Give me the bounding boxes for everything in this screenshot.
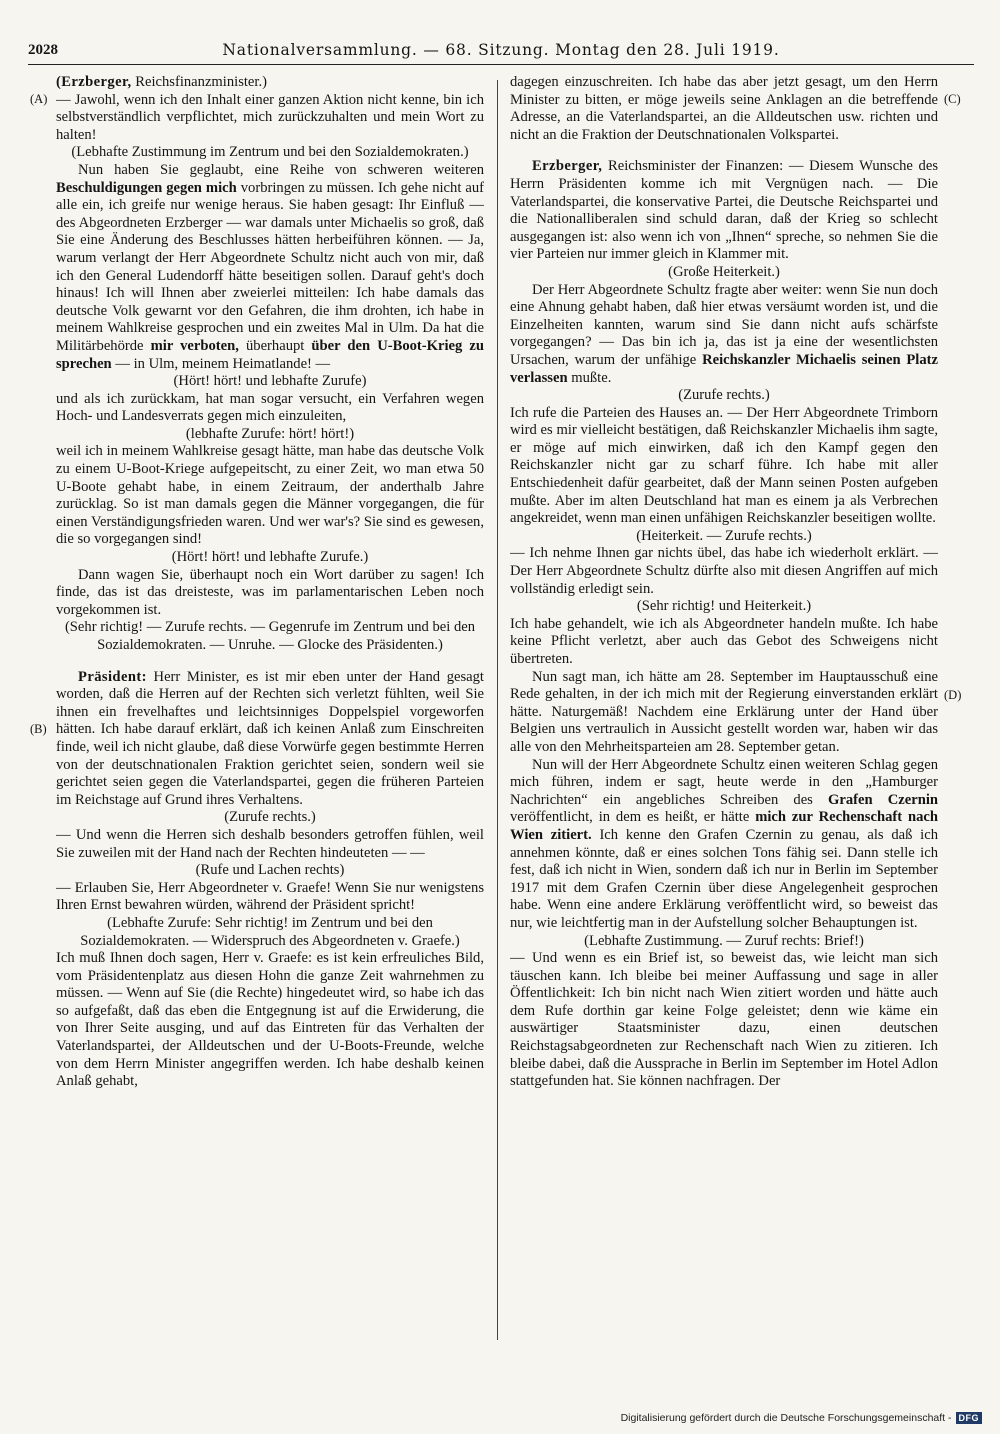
bold-text: über den U-Boot-Krieg zu sprechen bbox=[56, 337, 484, 372]
paragraph: Ich habe gehandelt, wie ich als Abgeordneter handeln mußte. Ich habe keine Pflicht verletzt, aber auch das Gebot des Schweigens nicht übertreten. bbox=[510, 615, 938, 667]
text-run: vorbringen zu müssen. Ich gehe nicht auf alle ein, ich greife nur wenige heraus. Sie haben gesagt: Ihr Einfluß — des Abgeordneten Erzberger — war damals unter Michaelis so groß, daß Sie eine Änderung des Beschlusses hätten herbeiführen können. — Ja, warum verlangt der Herr Abgeordnete Schultz nicht auch von mir, daß ich den General Ludendorff hätte beseitigen sollen. Darauf geht's doch hinaus! Ich will Ihnen aber zweierlei mitteilen: Ich habe damals das deutsche Volk gewarnt vor den Gefahren, die ihm drohten, ich habe in meinem Wahlkreise gesprochen und ein zweites Mal in Ulm. Da hat die Militärbehörde bbox=[56, 179, 484, 354]
column-divider bbox=[497, 80, 498, 1340]
interjection: (Zurufe rechts.) bbox=[678, 387, 770, 404]
paragraph: — Ich nehme Ihnen gar nichts übel, das habe ich wiederholt erklärt. — Der Herr Abgeordnete Schultz dürfte also mit diesen Angriffen auf mich vollständig erledigt sein. bbox=[510, 545, 938, 597]
bold-text: mir verboten, bbox=[150, 337, 239, 354]
speaker-name: Präsident: bbox=[78, 668, 147, 685]
speaker-name: (Erzberger, bbox=[56, 74, 132, 90]
text-run: mußte. bbox=[571, 369, 612, 386]
margin-marker-b: (B) bbox=[30, 722, 47, 736]
paragraph: Dann wagen Sie, überhaupt noch ein Wort darüber zu sagen! Ich finde, das ist das dreisteste, was im parlamentarischen Leben noch vorgekommen ist. bbox=[56, 566, 484, 618]
speaker-paragraph bbox=[510, 158, 938, 264]
speaker-line bbox=[56, 74, 484, 92]
bold-text: Reichskanzler Michaelis seinen Platz verlassen bbox=[510, 351, 938, 386]
paragraph: — Erlauben Sie, Herr Abgeordneter v. Graefe! Wenn Sie nur wenigstens Ihren Ernst bewahren würden, während der Präsident spricht! bbox=[56, 879, 484, 914]
interjection: (Lebhafte Zurufe: Sehr richtig! im Zentrum und bei den Sozialdemokraten. — Widerspruch des Abgeordneten v. Graefe.) bbox=[80, 914, 460, 949]
page-number: 2028 bbox=[28, 42, 58, 58]
paragraph: Ich muß Ihnen doch sagen, Herr v. Graefe: es ist kein erfreuliches Bild, vom Präsidentenplatz aus diesen Hohn die ganze Zeit wahrnehmen zu müssen. — Wenn auf Sie (die Rechte) hingedeutet wird, so habe ich das so aufgefaßt, daß das eben die Entgegnung ist auf die Erwiderung, die von Ihrer Seite ausging, und auf das Eintreten für das Verhalten der Vaterlandspartei, der Alldeutschen und der U-Boots-Freunde, welche von dem Herrn Minister angegriffen werden. Ich habe deshalb keinen Anlaß gehabt, bbox=[56, 950, 484, 1090]
interjection: (Große Heiterkeit.) bbox=[668, 263, 780, 280]
footer-text: Digitalisierung gefördert durch die Deutsche Forschungsgemeinschaft - bbox=[620, 1412, 952, 1424]
bold-text: mich zur Rechenschaft nach Wien zitiert. bbox=[510, 809, 938, 843]
paragraph: und als ich zurückkam, hat man sogar versucht, ein Verfahren wegen Hoch- und Landesverrats gegen mich einzuleiten, bbox=[56, 390, 484, 425]
margin-marker-c: (C) bbox=[944, 92, 961, 106]
interjection: (Lebhafte Zustimmung im Zentrum und bei den Sozialdemokraten.) bbox=[71, 144, 469, 161]
speaker-name: Erzberger, bbox=[532, 158, 603, 175]
interjection: (Hört! hört! und lebhafte Zurufe) bbox=[173, 373, 367, 390]
text-run: überhaupt bbox=[245, 337, 305, 354]
paragraph bbox=[510, 757, 938, 933]
dfg-logo: DFG bbox=[956, 1412, 983, 1424]
text-run: Der Herr Abgeordnete Schultz fragte aber weiter: wenn Sie nun doch eine Ahnung gehabt haben, daß hier etwas versäumt worden ist, und die Einzelheiten kannten, warum sind Sie dann nicht aufs schärfste vorgegangen? — Das bin ich ja, das ist ja eine der wesentlichsten Ursachen, warum der unfähige bbox=[510, 281, 938, 368]
page-header bbox=[28, 40, 974, 65]
text-run: Ich kenne den Grafen Czernin zu genau, als daß ich annehmen könnte, daß er eines solchen Tons fähig sei. Dann stelle ich fest, daß ich nicht in Wien, sondern daß ich nur in Berlin im September 1917 mit dem Grafen Czernin über diese Angelegenheit gesprochen habe. Wenn eine andere Erklärung veröffentlicht wird, so beweist das nur, wie leichtfertig man in der Aufstellung solcher Behauptungen ist. bbox=[510, 826, 938, 931]
interjection: (Heiterkeit. — Zurufe rechts.) bbox=[636, 527, 812, 544]
text-run: veröffentlicht, in dem es heißt, er hätte bbox=[510, 809, 750, 826]
running-head: Nationalversammlung. — 68. Sitzung. Montag den 28. Juli 1919. bbox=[222, 41, 780, 59]
paragraph: Nun sagt man, ich hätte am 28. September im Hauptausschuß eine Rede gehalten, in der ich mich mit der Regierung einverstanden erklärt hätte. Naturgemäß! Nachdem eine Erklärung unter der Hand über Belgien uns vertraulich in Aussicht gestellt worden war, haben wir das alle von den Mehrheitsparteien am 28. September getan. bbox=[510, 668, 938, 755]
left-column bbox=[56, 74, 484, 1346]
interjection: (Rufe und Lachen rechts) bbox=[195, 862, 345, 879]
margin-marker-d: (D) bbox=[944, 688, 962, 702]
margin-marker-a: (A) bbox=[30, 92, 48, 106]
right-column bbox=[510, 74, 938, 1346]
interjection: (Lebhafte Zustimmung. — Zuruf rechts: Brief!) bbox=[584, 932, 864, 949]
paragraph bbox=[56, 162, 484, 373]
interjection: (Sehr richtig! — Zurufe rechts. — Gegenrufe im Zentrum und bei den Sozialdemokraten. — Unruhe. — Glocke des Präsidenten.) bbox=[64, 619, 476, 653]
footer-credit bbox=[621, 1412, 982, 1424]
paragraph: — Jawohl, wenn ich den Inhalt einer ganzen Aktion nicht kenne, bin ich selbstverständlich verpflichtet, mich zurückzuhalten und mein Wort zu halten! bbox=[56, 91, 484, 143]
speaker-role: Reichsfinanzminister.) bbox=[135, 74, 267, 90]
interjection: (lebhafte Zurufe: hört! hört!) bbox=[185, 425, 355, 442]
paragraph: Ich rufe die Parteien des Hauses an. — Der Herr Abgeordnete Trimborn wird es mir vielleicht bestätigen, daß Reichskanzler Michaelis ihm sagte, er möge auf mich einwirken, daß ich den Kampf gegen den Reichskanzler nicht gar zu scharf führe. Ich habe mit aller Entschiedenheit dafür gearbeitet, daß der Mann seinen Posten aufgeben mußte. Aber im alten Deutschland hat man es einem ja als Verbrechen angekreidet, wenn man einen unfähigen Reichskanzler beseitigen wollte. bbox=[510, 404, 938, 527]
paragraph: — Und wenn es ein Brief ist, so beweist das, wie leicht man sich täuschen kann. Ich bleibe bei meiner Auffassung und sage in aller Öffentlichkeit: Ich bin nicht nach Wien zitiert worden und hätte auch dem Rufe dorthin gar keine Folge geleistet; denn wie käme ein auswärtiger Staatsminister dazu, einen deutschen Reichstagsabgeordneten zur Rechenschaft nach Wien zu zitieren. Ich bleibe dabei, daß die Aussprache in Berlin im September im Hotel Adlon stattgefunden hat. Sie können nachfragen. Der bbox=[510, 950, 938, 1090]
bold-text: Grafen Czernin bbox=[828, 791, 938, 808]
text-run: Herr Minister, es ist mir eben unter der Hand gesagt worden, daß die Herren auf der Rechten sich verletzt fühlten, weil Sie ihnen ein frevelhaftes und leichtsinniges Doppelspiel vorgeworfen hätten. Ich habe darauf erklärt, daß ich keinen Anlaß zum Einschreiten finde, weil ich nicht glaube, daß diese Vorwürfe gegen bestimmte Herren von der deutschnationalen Fraktion gerichtet seien, sondern weil sie gerichtet seien gegen die Vaterlandspartei, gegen die früheren Parteien im Reichstage auf Grund ihres Verhaltens. bbox=[56, 668, 484, 808]
interjection: (Sehr richtig! und Heiterkeit.) bbox=[636, 598, 812, 615]
text-run: Nun haben Sie geglaubt, eine Reihe von schweren weiteren bbox=[78, 161, 484, 178]
paragraph bbox=[510, 282, 938, 388]
text-run: — in Ulm, meinem Heimatlande! — bbox=[115, 355, 331, 372]
text-run: Nun will der Herr Abgeordnete Schultz einen weiteren Schlag gegen mich führen, indem er sagt, heute werde in den „Hamburger Nachrichten“ ein angebliches Schreiben des bbox=[510, 756, 938, 808]
speaker-paragraph bbox=[56, 669, 484, 810]
interjection: (Hört! hört! und lebhafte Zurufe.) bbox=[171, 549, 369, 566]
interjection: (Zurufe rechts.) bbox=[224, 809, 316, 826]
bold-text: Beschuldigungen gegen mich bbox=[56, 179, 237, 196]
paragraph: — Und wenn die Herren sich deshalb besonders getroffen fühlen, weil Sie zuweilen mit der Hand nach der Rechten hindeuteten — — bbox=[56, 826, 484, 861]
text-run: Reichsminister der Finanzen: — Diesem Wunsche des Herrn Präsidenten komme ich mit Vergnügen nach. — Die Vaterlandspartei, die konservative Partei, die Deutsche Reichspartei und die Nationalliberalen sind schuld daran, daß der Krieg so schlecht ausgegangen ist: also wenn ich von „Ihnen“ spreche, so nehmen Sie die vier Parteien nur immer gleich in Klammer mit. bbox=[510, 158, 938, 263]
paragraph: weil ich in meinem Wahlkreise gesagt hätte, man habe das deutsche Volk zu einem U-Boot-Kriege aufgepeitscht, zu einer Zeit, wo man etwa 50 U-Boote gehabt habe, in einem Zeitraum, der anderthalb Jahre zurücklag. So ist man damals gegen die Männer vorgegangen, die für einen Verständigungsfrieden waren. Und wer war's? Sie sind es gewesen, die so vorgegangen sind! bbox=[56, 443, 484, 548]
paragraph: dagegen einzuschreiten. Ich habe das aber jetzt gesagt, um den Herrn Minister zu bitten, er möge jeweils seine Anklagen an die betreffende Adresse, an die Vaterlandspartei, an die Alldeutschen usw. richten und nicht an die Fraktion der Deutschnationalen Volkspartei. bbox=[510, 74, 938, 143]
